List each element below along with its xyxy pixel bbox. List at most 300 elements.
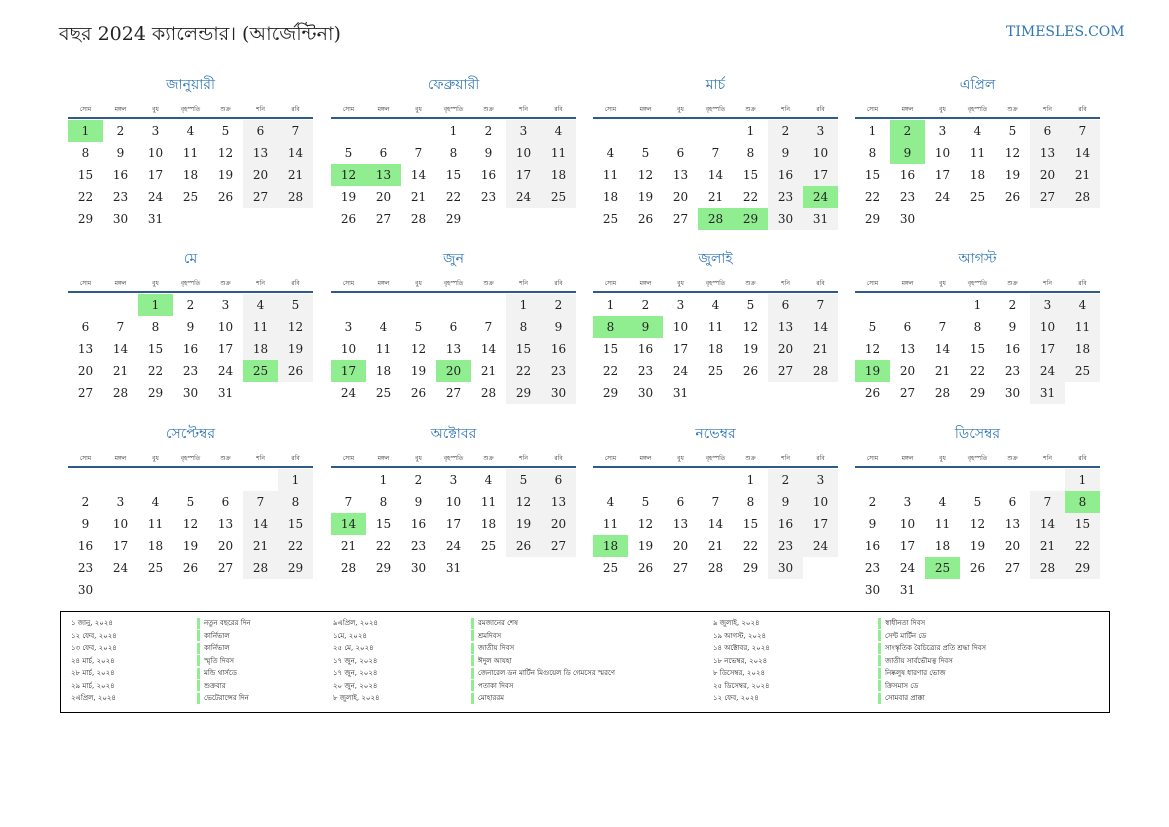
day-cell: 10 (803, 142, 838, 164)
holiday-marker (471, 630, 474, 641)
day-cell: 26 (217, 190, 234, 204)
day-cell: 18 (182, 168, 199, 182)
month-name: জুলাই (698, 251, 733, 267)
day-cell: 26 (637, 212, 654, 226)
weekday-header (68, 105, 313, 117)
day-cell: 4 (379, 320, 388, 334)
day-cell: 13 (77, 342, 94, 356)
day-cell: 21 (112, 364, 129, 378)
day-cell: 5 (414, 320, 423, 334)
holiday-marker (197, 680, 200, 691)
weekday-label: রবি (1078, 280, 1087, 287)
holiday-marker (197, 655, 200, 666)
day-cell: 30 (182, 386, 199, 400)
holiday-date: ১২ ফেব, ২০২৪ (71, 631, 117, 640)
weekday-label: শুক্র (745, 106, 756, 113)
day-cell: 24 (340, 386, 357, 400)
day-cell: 15 (602, 342, 619, 356)
day-cell: 23 (112, 190, 129, 204)
day-cell: 31 (1030, 382, 1065, 404)
day-cell: 22 (147, 364, 164, 378)
holiday-name: জাতীয় সার্বভৌমত্ব দিবস (885, 656, 953, 665)
day-cell: 12 (969, 517, 986, 531)
header-rule (593, 117, 838, 119)
weekday-label: বুধ (677, 280, 684, 287)
weekday-label: শনি (1043, 455, 1052, 462)
site-link[interactable]: TIMESLES.COM (1006, 24, 1125, 40)
day-cell: 9 (414, 495, 423, 509)
day-cell: 27 (1030, 186, 1065, 208)
day-cell: 20 (541, 513, 576, 535)
day-cell: 28 (410, 212, 427, 226)
holiday-name: জাতীয় দিবস (478, 644, 515, 652)
holiday-name: সেন্ট মার্টিন ডে (885, 631, 927, 640)
holiday-day-cell: 8 (593, 316, 628, 338)
day-cell: 28 (480, 386, 497, 400)
day-cell: 17 (934, 168, 951, 182)
holiday-name: কার্নিভাল (204, 631, 230, 640)
day-cell: 10 (899, 517, 916, 531)
day-cell: 9 (81, 517, 90, 531)
day-cell: 7 (344, 495, 353, 509)
day-cell: 23 (899, 190, 916, 204)
day-cell: 19 (340, 190, 357, 204)
weekday-label: রবি (816, 455, 825, 462)
day-cell: 15 (506, 338, 541, 360)
day-cell: 6 (541, 469, 576, 491)
holiday-name: ঈদুল আযহা (478, 656, 512, 665)
holiday-date: ১২ ফেব, ২০২৪ (713, 694, 759, 702)
day-cell: 11 (1065, 316, 1100, 338)
day-cell: 31 (445, 561, 462, 575)
day-cell: 18 (707, 342, 724, 356)
day-cell: 11 (243, 316, 278, 338)
day-cell: 4 (606, 146, 615, 160)
month-name: জানুয়ারী (166, 77, 215, 93)
day-cell: 19 (217, 168, 234, 182)
holiday-date: ১৭ জুন, ২০২৪ (333, 669, 378, 677)
day-cell: 2 (484, 124, 493, 138)
day-cell: 13 (672, 168, 689, 182)
day-cell: 3 (506, 120, 541, 142)
day-cell: 26 (182, 561, 199, 575)
holiday-day-cell: 18 (593, 535, 628, 557)
weekday-label: রবি (1078, 455, 1087, 462)
day-cell: 13 (445, 342, 462, 356)
weekday-label: শুক্র (483, 455, 494, 462)
day-cell: 2 (1008, 298, 1017, 312)
day-cell: 1 (278, 469, 313, 491)
weekday-label: বৃহস্পতি (443, 455, 464, 462)
day-cell: 7 (711, 146, 720, 160)
holiday-day-cell: 12 (331, 164, 366, 186)
day-cell: 13 (899, 342, 916, 356)
day-cell: 18 (1065, 338, 1100, 360)
holiday-day-cell: 13 (366, 164, 401, 186)
day-cell: 11 (147, 517, 164, 531)
day-cell: 11 (602, 168, 619, 182)
weekday-label: মঙ্গল (377, 455, 390, 462)
day-cell: 10 (340, 342, 357, 356)
holiday-day-cell: 9 (890, 142, 925, 164)
day-cell: 7 (711, 495, 720, 509)
month-block (593, 251, 838, 426)
day-cell: 24 (803, 535, 838, 557)
weekday-label: শুক্র (220, 455, 231, 462)
day-cell: 16 (1004, 342, 1021, 356)
weekday-label: বৃহস্পতি (705, 106, 726, 113)
day-cell: 24 (1030, 360, 1065, 382)
weekday-label: সোম (866, 455, 879, 462)
weekday-label: বুধ (939, 106, 946, 113)
day-cell: 17 (217, 342, 234, 356)
weekday-label: বৃহস্পতি (705, 455, 726, 462)
day-cell: 7 (243, 491, 278, 513)
day-cell: 21 (1065, 164, 1100, 186)
day-cell: 5 (344, 146, 353, 160)
day-cell: 28 (803, 360, 838, 382)
day-cell: 25 (182, 190, 199, 204)
holiday-name: ভেটেরান্সের দিন (204, 694, 249, 702)
holiday-day-cell: 19 (855, 360, 890, 382)
day-cell: 25 (602, 561, 619, 575)
weekday-label: বুধ (415, 455, 422, 462)
day-cell: 16 (541, 338, 576, 360)
weekday-label: বৃহস্পতি (443, 280, 464, 287)
day-cell: 3 (116, 495, 125, 509)
weekday-label: বৃহস্পতি (967, 280, 988, 287)
header-rule (68, 466, 313, 468)
day-cell: 19 (969, 539, 986, 553)
weekday-label: রবি (291, 106, 300, 113)
day-cell: 14 (243, 513, 278, 535)
weekday-label: সোম (604, 455, 617, 462)
day-cell: 10 (1030, 316, 1065, 338)
holiday-name: ক্রিসমাস ডে (885, 681, 919, 690)
day-cell: 13 (541, 491, 576, 513)
day-cell: 8 (746, 495, 755, 509)
day-cell: 24 (445, 539, 462, 553)
weekday-label: শনি (1043, 106, 1052, 113)
day-cell: 17 (147, 168, 164, 182)
holiday-date: ১৯ আগস্ট, ২০২৪ (713, 631, 767, 640)
weekday-label: মঙ্গল (639, 280, 652, 287)
day-cell: 27 (77, 386, 94, 400)
day-cell: 12 (637, 168, 654, 182)
day-cell: 13 (1030, 142, 1065, 164)
weekday-label: বুধ (939, 280, 946, 287)
weekday-label: বৃহস্পতি (443, 106, 464, 113)
day-cell: 2 (541, 294, 576, 316)
day-cell: 11 (969, 146, 986, 160)
day-cell: 3 (449, 473, 458, 487)
day-cell: 11 (182, 146, 199, 160)
day-cell: 21 (1030, 535, 1065, 557)
weekday-header (593, 454, 838, 466)
weekday-label: শনি (781, 106, 790, 113)
day-cell: 3 (803, 120, 838, 142)
month-block (855, 251, 1100, 426)
day-cell: 29 (742, 561, 759, 575)
day-cell: 14 (1030, 513, 1065, 535)
day-cell: 3 (803, 469, 838, 491)
day-cell: 19 (637, 539, 654, 553)
holiday-name: মোহাররম (478, 694, 505, 702)
day-cell: 6 (379, 146, 388, 160)
day-cell: 13 (768, 316, 803, 338)
day-cell: 18 (969, 168, 986, 182)
day-cell: 8 (278, 491, 313, 513)
weekday-label: মঙ্গল (901, 106, 914, 113)
day-cell: 20 (77, 364, 94, 378)
holiday-day-cell: 9 (628, 316, 663, 338)
day-cell: 26 (742, 364, 759, 378)
day-cell: 20 (1004, 539, 1021, 553)
day-cell: 27 (217, 561, 234, 575)
day-cell: 20 (1030, 164, 1065, 186)
day-cell: 9 (116, 146, 125, 160)
weekday-label: বুধ (677, 106, 684, 113)
weekday-label: বৃহস্পতি (705, 280, 726, 287)
day-cell: 27 (445, 386, 462, 400)
day-cell: 16 (637, 342, 654, 356)
day-cell: 18 (541, 164, 576, 186)
day-cell: 19 (278, 338, 313, 360)
day-cell: 15 (278, 513, 313, 535)
weekday-label: শনি (519, 106, 528, 113)
day-cell: 24 (672, 364, 689, 378)
day-cell: 20 (217, 539, 234, 553)
weekday-label: শুক্র (745, 280, 756, 287)
day-cell: 22 (602, 364, 619, 378)
day-cell: 28 (707, 561, 724, 575)
header-rule (855, 117, 1100, 119)
weekday-label: সোম (79, 106, 92, 113)
month-block (331, 77, 576, 252)
weekday-header (331, 279, 576, 291)
day-cell: 26 (864, 386, 881, 400)
day-cell: 12 (217, 146, 234, 160)
day-cell: 16 (480, 168, 497, 182)
weekday-header (855, 279, 1100, 291)
day-cell: 23 (637, 364, 654, 378)
day-cell: 23 (1004, 364, 1021, 378)
day-cell: 30 (899, 212, 916, 226)
day-cell: 1 (449, 124, 458, 138)
weekday-header (855, 454, 1100, 466)
day-cell: 19 (742, 342, 759, 356)
month-block (855, 77, 1100, 252)
holiday-date: ২৪ মার্চ, ২০২৪ (71, 656, 115, 665)
day-cell: 7 (278, 120, 313, 142)
weekday-header (331, 454, 576, 466)
day-cell: 15 (742, 168, 759, 182)
day-cell: 17 (506, 164, 541, 186)
day-cell: 8 (506, 316, 541, 338)
day-cell: 12 (1004, 146, 1021, 160)
day-cell: 26 (410, 386, 427, 400)
day-cell: 13 (243, 142, 278, 164)
day-cell: 4 (541, 120, 576, 142)
day-cell: 31 (217, 386, 234, 400)
day-cell: 22 (1065, 535, 1100, 557)
day-cell: 4 (243, 294, 278, 316)
day-cell: 5 (641, 146, 650, 160)
day-cell: 14 (707, 168, 724, 182)
day-cell: 10 (445, 495, 462, 509)
weekday-label: বৃহস্পতি (180, 280, 201, 287)
day-cell: 26 (969, 561, 986, 575)
month-name: এপ্রিল (959, 77, 996, 93)
day-cell: 6 (676, 146, 685, 160)
day-cell: 10 (147, 146, 164, 160)
holiday-marker (878, 668, 881, 679)
weekday-label: রবি (1078, 106, 1087, 113)
day-cell: 24 (934, 190, 951, 204)
day-cell: 5 (868, 320, 877, 334)
day-cell: 18 (375, 364, 392, 378)
day-cell: 30 (864, 583, 881, 597)
day-cell: 25 (969, 190, 986, 204)
day-cell: 14 (934, 342, 951, 356)
holiday-marker (197, 630, 200, 641)
weekday-label: সোম (342, 106, 355, 113)
day-cell: 21 (480, 364, 497, 378)
day-cell: 20 (243, 164, 278, 186)
month-block (68, 426, 313, 601)
weekday-header (593, 279, 838, 291)
holiday-marker (471, 680, 474, 691)
holiday-name: রমজানের শেষ (478, 619, 518, 627)
day-cell: 31 (147, 212, 164, 226)
day-cell: 3 (903, 495, 912, 509)
day-cell: 22 (969, 364, 986, 378)
day-cell: 30 (410, 561, 427, 575)
weekday-header (331, 105, 576, 117)
month-name: ডিসেম্বর (954, 426, 1001, 442)
day-cell: 20 (899, 364, 916, 378)
day-cell: 19 (1004, 168, 1021, 182)
weekday-label: মঙ্গল (639, 455, 652, 462)
holiday-marker (471, 643, 474, 654)
day-cell: 29 (147, 386, 164, 400)
month-block (68, 251, 313, 426)
day-cell: 20 (672, 190, 689, 204)
day-cell: 15 (969, 342, 986, 356)
day-cell: 26 (278, 360, 313, 382)
day-cell: 6 (903, 320, 912, 334)
month-block (331, 251, 576, 426)
day-cell: 23 (768, 186, 803, 208)
holiday-marker (471, 668, 474, 679)
holiday-date: ২৫ ডিসেম্বর, ২০২৪ (713, 681, 770, 690)
weekday-label: সোম (866, 280, 879, 287)
day-cell: 27 (375, 212, 392, 226)
weekday-label: সোম (79, 280, 92, 287)
day-cell: 27 (672, 561, 689, 575)
holiday-name: নিষ্কলুষ ধারণার ভোজ (885, 669, 946, 677)
day-cell: 13 (672, 517, 689, 531)
day-cell: 2 (414, 473, 423, 487)
day-cell: 2 (768, 120, 803, 142)
day-cell: 22 (445, 190, 462, 204)
day-cell: 11 (934, 517, 951, 531)
day-cell: 17 (899, 539, 916, 553)
weekday-label: রবি (554, 106, 563, 113)
day-cell: 22 (506, 360, 541, 382)
weekday-label: বুধ (415, 280, 422, 287)
day-cell: 9 (768, 491, 803, 513)
header-rule (68, 291, 313, 293)
weekday-label: শনি (519, 455, 528, 462)
day-cell: 11 (541, 142, 576, 164)
day-cell: 25 (1065, 360, 1100, 382)
weekday-label: বুধ (152, 455, 159, 462)
day-cell: 30 (637, 386, 654, 400)
weekday-label: রবি (291, 455, 300, 462)
weekday-label: শনি (1043, 280, 1052, 287)
weekday-label: বুধ (415, 106, 422, 113)
day-cell: 9 (186, 320, 195, 334)
weekday-label: মঙ্গল (114, 106, 127, 113)
day-cell: 6 (449, 320, 458, 334)
day-cell: 4 (973, 124, 982, 138)
day-cell: 12 (637, 517, 654, 531)
day-cell: 17 (672, 342, 689, 356)
day-cell: 22 (742, 190, 759, 204)
day-cell: 7 (414, 146, 423, 160)
holiday-date: ২৮ মার্চ, ২০২৪ (71, 669, 115, 677)
weekday-label: বুধ (677, 455, 684, 462)
day-cell: 15 (864, 168, 881, 182)
day-cell: 25 (602, 212, 619, 226)
holiday-date: ১৪ অক্টোবর, ২০২৪ (713, 644, 770, 652)
month-name: মার্চ (705, 77, 726, 93)
day-cell: 20 (768, 338, 803, 360)
weekday-label: সোম (79, 455, 92, 462)
day-cell: 7 (1030, 491, 1065, 513)
day-cell: 29 (77, 212, 94, 226)
day-cell: 25 (375, 386, 392, 400)
weekday-label: বুধ (152, 280, 159, 287)
month-block (331, 426, 576, 601)
day-cell: 23 (768, 535, 803, 557)
day-cell: 30 (77, 583, 94, 597)
day-cell: 28 (112, 386, 129, 400)
day-cell: 10 (803, 491, 838, 513)
day-cell: 29 (864, 212, 881, 226)
weekday-label: সোম (342, 280, 355, 287)
day-cell: 5 (973, 495, 982, 509)
holiday-marker (197, 668, 200, 679)
day-cell: 22 (278, 535, 313, 557)
day-cell: 28 (278, 186, 313, 208)
day-cell: 7 (938, 320, 947, 334)
day-cell: 16 (77, 539, 94, 553)
day-cell: 17 (803, 164, 838, 186)
header-rule (593, 466, 838, 468)
day-cell: 14 (1065, 142, 1100, 164)
day-cell: 5 (186, 495, 195, 509)
day-cell: 29 (602, 386, 619, 400)
header-rule (331, 466, 576, 468)
day-cell: 26 (637, 561, 654, 575)
day-cell: 12 (742, 320, 759, 334)
holiday-date: ৯ জুলাই, ২০২৪ (713, 619, 760, 627)
day-cell: 8 (973, 320, 982, 334)
day-cell: 26 (1004, 190, 1021, 204)
day-cell: 8 (746, 146, 755, 160)
